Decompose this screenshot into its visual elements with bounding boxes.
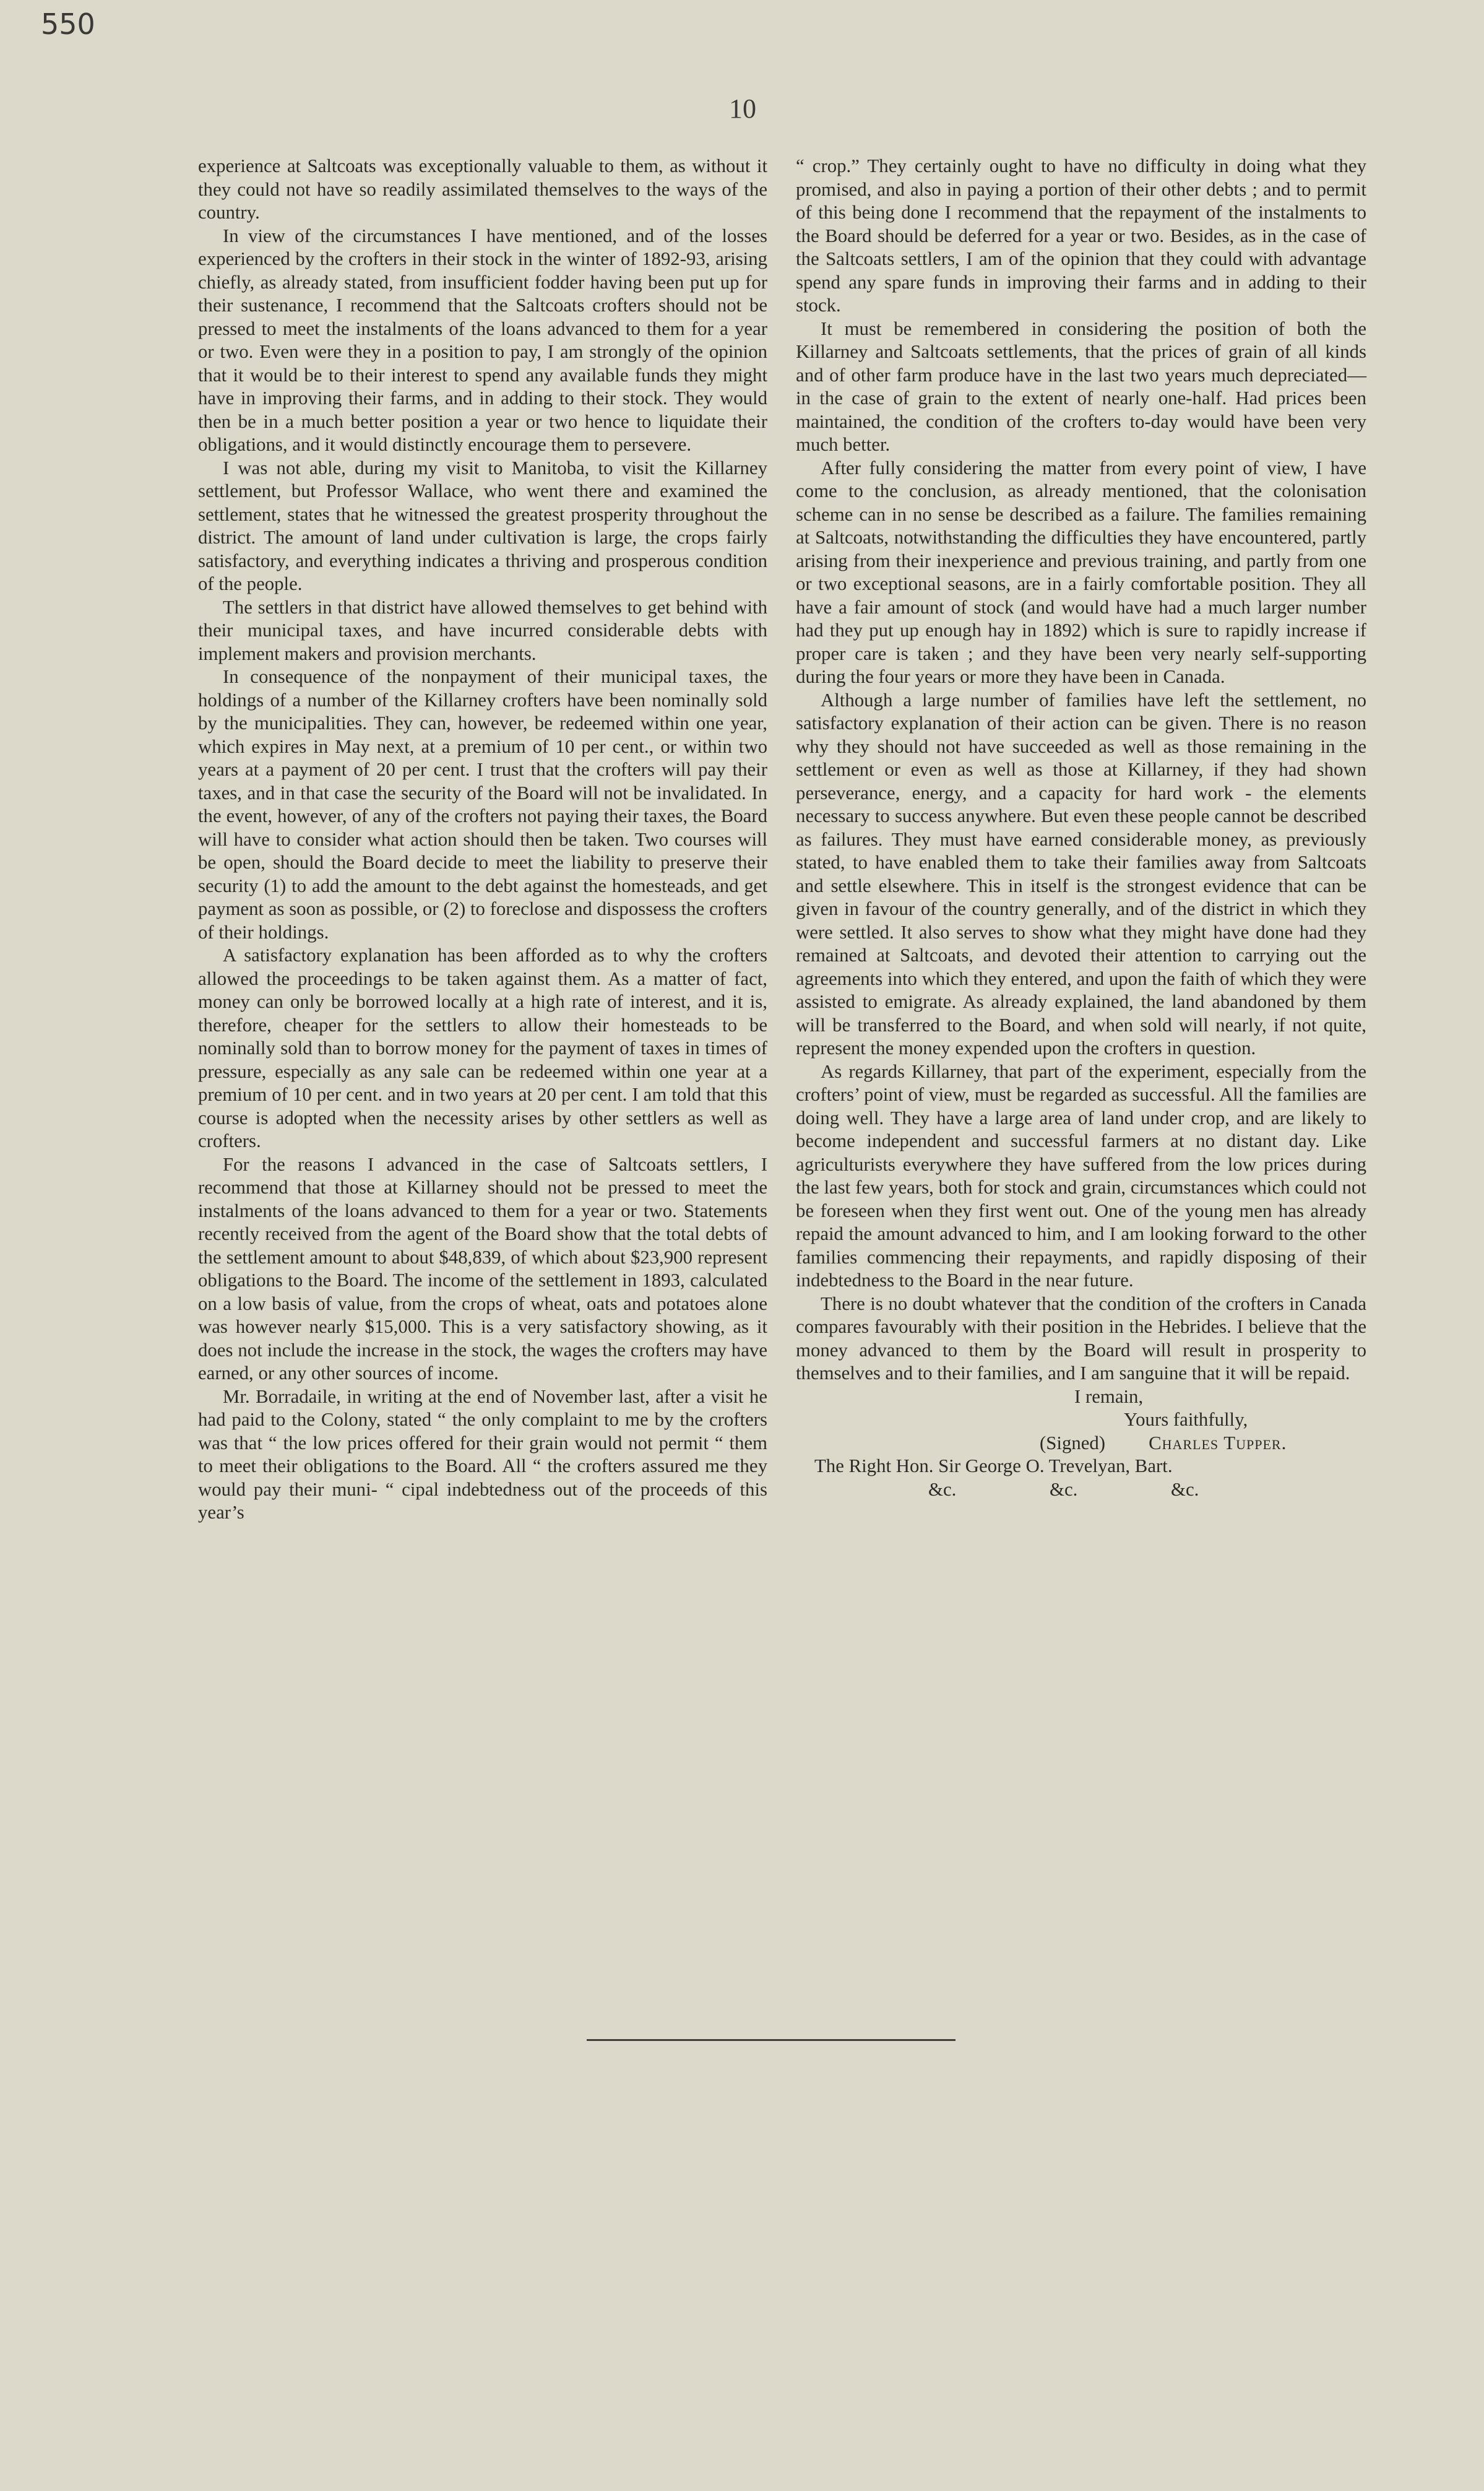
paragraph: In consequence of the nonpayment of their municipal taxes, the holdings of a number of the Killarney crofters have been nominally sold by the municipalities. They can, however, be redeemed within one year, which expires in May next, at a premium of 10 per cent., or within two years at a payment of 20 per cent. I trust that the crofters will pay their taxes, and in that case the security of the Board will not be invalidated. In the event, however, of any of the crofters not paying their taxes, the Board will have to consider what action should then be taken. Two courses will be open, should the Board decide to meet the liability to preserve their security (1) to add the amount to the debt against the homesteads, and get payment as soon as possible, or (2) to foreclose and dispossess the crofters of their holdings.	[198, 666, 767, 943]
paragraph: I was not able, during my visit to Manitoba, to visit the Killarney settlement, but Professor Wallace, who went there and examined the settlement, states that he witnessed the greatest prosperity throughout the district. The amount of land under cultivation is large, the crops fairly satisfactory, and everything indicates a thriving and prosperous condition of the people.	[198, 457, 767, 594]
etc-2: &c.	[1050, 1478, 1078, 1500]
paragraph: After fully considering the matter from every point of view, I have come to the conclusion, as already mentioned, that the colonisation scheme can in no sense be described as a failure. The families remaining at Saltcoats, notwithstanding the difficulties they have encountered, partly arising from their inexperience and previous training, and partly from one or two exceptional seasons, are in a fairly comfortable position. They all have a fair amount of stock (and would have had a much larger number had they put up enough hay in 1892) which is sure to rapidly increase if proper care is taken ; and they have been very nearly self-supporting during the four years or more they have been in Canada.	[796, 457, 1366, 687]
left-column	[198, 155, 767, 1525]
right-column	[796, 155, 1366, 1501]
closing-rule	[587, 2039, 956, 2041]
etc-1: &c.	[928, 1478, 957, 1500]
closing-signature-line	[796, 1432, 1366, 1455]
paragraph: Mr. Borradaile, in writing at the end of November last, after a visit he had paid to the Colony, stated “ the only complaint to me by the crofters was that “ the low prices offered for their grain would not permit “ them to meet their obligations to the Board. All “ the crofters assured me they would pay their muni- “ cipal indebtedness out of the proceeds of this year’s	[198, 1385, 767, 1523]
paragraph: In view of the circumstances I have mentioned, and of the losses experienced by the crofters in their stock in the winter of 1892-93, arising chiefly, as already stated, from insufficient fodder having been put up for their sustenance, I recommend that the Saltcoats crofters should not be pressed to meet the instalments of the loans advanced to them for a year or two. Even were they in a position to pay, I am strongly of the opinion that it would be to their interest to spend any available funds they might have in improving their farms, and in adding to their stock. They would then be in a much better position a year or two hence to liquidate their obligations, and it would distinctly encourage them to persevere.	[198, 225, 767, 455]
closing-yours-faithfully: Yours faithfully,	[1124, 1409, 1248, 1430]
page-number-top: 550	[41, 7, 95, 41]
signer-name: Charles Tupper.	[1149, 1432, 1287, 1453]
paragraph: For the reasons I advanced in the case of Saltcoats settlers, I recommend that those at Killarney should not be pressed to meet the instalments of the loans advanced to them for a year or two. Statements recently received from the agent of the Board show that the total debts of the settlement amount to about $48,839, of which about $23,900 represent obligations to the Board. The income of the settlement in 1893, calculated on a low basis of value, from the crops of wheat, oats and potatoes alone was however nearly $15,000. This is a very satisfactory showing, as it does not include the increase in the stock, the wages the crofters may have earned, or any other sources of income.	[198, 1153, 767, 1384]
addressee: The Right Hon. Sir George O. Trevelyan, Bart.	[814, 1455, 1173, 1476]
addressee-etc	[796, 1478, 1366, 1502]
paragraph: There is no doubt whatever that the condition of the crofters in Canada compares favourably with their position in the Hebrides. I believe that the money advanced to them by the Board will result in prosperity to themselves and to their families, and I am sanguine that it will be repaid.	[796, 1293, 1366, 1384]
paragraph: A satisfactory explanation has been afforded as to why the crofters allowed the proceedings to be taken against them. As a matter of fact, money can only be borrowed locally at a high rate of interest, and it is, therefore, cheaper for the settlers to allow their homesteads to be nominally sold than to borrow money for the payment of taxes in times of pressure, especially as any sale can be redeemed within one year at a premium of 10 per cent. and in two years at 20 per cent. I am told that this course is adopted when the necessity arises by other settlers as well as crofters.	[198, 945, 767, 1151]
letter-closing	[796, 1385, 1366, 1502]
paragraph: Although a large number of families have left the settlement, no satisfactory explanation of their action can be given. There is no reason why they should not have succeeded as well as those remaining in the settlement or even as well as those at Killarney, if they had shown perseverance, energy, and a capacity for hard work - the elements necessary to success anywhere. But even these people cannot be described as failures. They must have earned considerable money, as previously stated, to have enabled them to take their families away from Saltcoats and settle elsewhere. This in itself is the strongest evidence that can be given in favour of the country generally, and of the district in which they were settled. It also serves to show what they might have done had they remained at Saltcoats, and devoted their attention to carrying out the agreements into which they entered, and upon the faith of which they were assisted to emigrate. As already explained, the land abandoned by them will be transferred to the Board, and when sold will nearly, if not quite, represent the money expended upon the crofters in question.	[796, 689, 1366, 1059]
paragraph: It must be remembered in considering the position of both the Killarney and Saltcoats settlements, that the prices of grain of all kinds and of other farm produce have in the last two years much depreciated— in the case of grain to the extent of nearly one-half. Had prices been maintained, the condition of the crofters to-day would have been very much better.	[796, 318, 1366, 455]
paragraph: The settlers in that district have allowed themselves to get behind with their municipal taxes, and have incurred considerable debts with implement makers and provision merchants.	[198, 596, 767, 664]
closing-remain: I remain,	[1074, 1385, 1144, 1407]
paragraph: “ crop.” They certainly ought to have no difficulty in doing what they promised, and also in paying a portion of their other debts ; and to permit of this being done I recommend that the repayment of the instalments to the Board should be deferred for a year or two. Besides, as in the case of the Saltcoats settlers, I am of the opinion that they could with advantage spend any spare funds in improving their farms and in adding to their stock.	[796, 155, 1366, 316]
signed-label: (Signed)	[1040, 1432, 1106, 1453]
paragraph: As regards Killarney, that part of the experiment, especially from the crofters’ point of view, must be regarded as successful. All the families are doing well. They have a large area of land under crop, and are likely to become independent and successful farmers at no distant day. Like agriculturists everywhere they have suffered from the low prices during the last few years, both for stock and grain, circumstances which could not be foreseen when they first went out. One of the young men has already repaid the amount advanced to him, and I am looking forward to the other families commencing their repayments, and rapidly disposing of their indebtedness to the Board in the near future.	[796, 1060, 1366, 1291]
page-number-center: 10	[729, 93, 756, 124]
etc-3: &c.	[1171, 1478, 1199, 1500]
paragraph: experience at Saltcoats was exceptionally valuable to them, as without it they could not have so readily assimilated themselves to the ways of the country.	[198, 155, 767, 223]
